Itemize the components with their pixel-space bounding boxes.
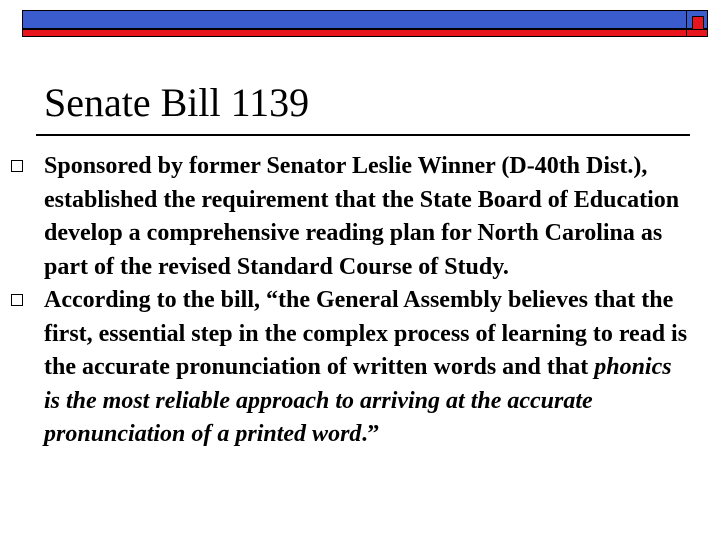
bullet-list	[0, 150, 720, 452]
hollow-square-bullet-icon	[11, 160, 23, 172]
corner-red-block	[692, 16, 704, 30]
slide-title: Senate Bill 1139	[44, 80, 310, 125]
top-decorative-bar-blue	[22, 10, 708, 29]
bullet-2-italic-quote: phonics is the most reliable approach to arriving at the accurate pronunciation of a printed word	[44, 354, 672, 447]
hollow-square-bullet-icon	[11, 294, 23, 306]
bullet-2-text: According to the bill, “the General Assembly believes that the first, essential step in the complex process of learning to read is the accurate pronunciation of written words and that	[44, 287, 688, 380]
bullet-2-closing: .”	[361, 421, 380, 447]
top-decorative-bar-red	[22, 29, 708, 37]
bullet-1-text: Sponsored by former Senator Leslie Winner (D-40th Dist.), established the requirement that the State Board of Education develop a comprehensive reading plan for North Carolina as part of the revised Standard Course of Study.	[44, 153, 680, 280]
bullet-item-2	[0, 284, 720, 452]
corner-decoration	[686, 10, 708, 37]
bullet-item-1	[0, 150, 720, 284]
title-underline	[36, 134, 690, 136]
